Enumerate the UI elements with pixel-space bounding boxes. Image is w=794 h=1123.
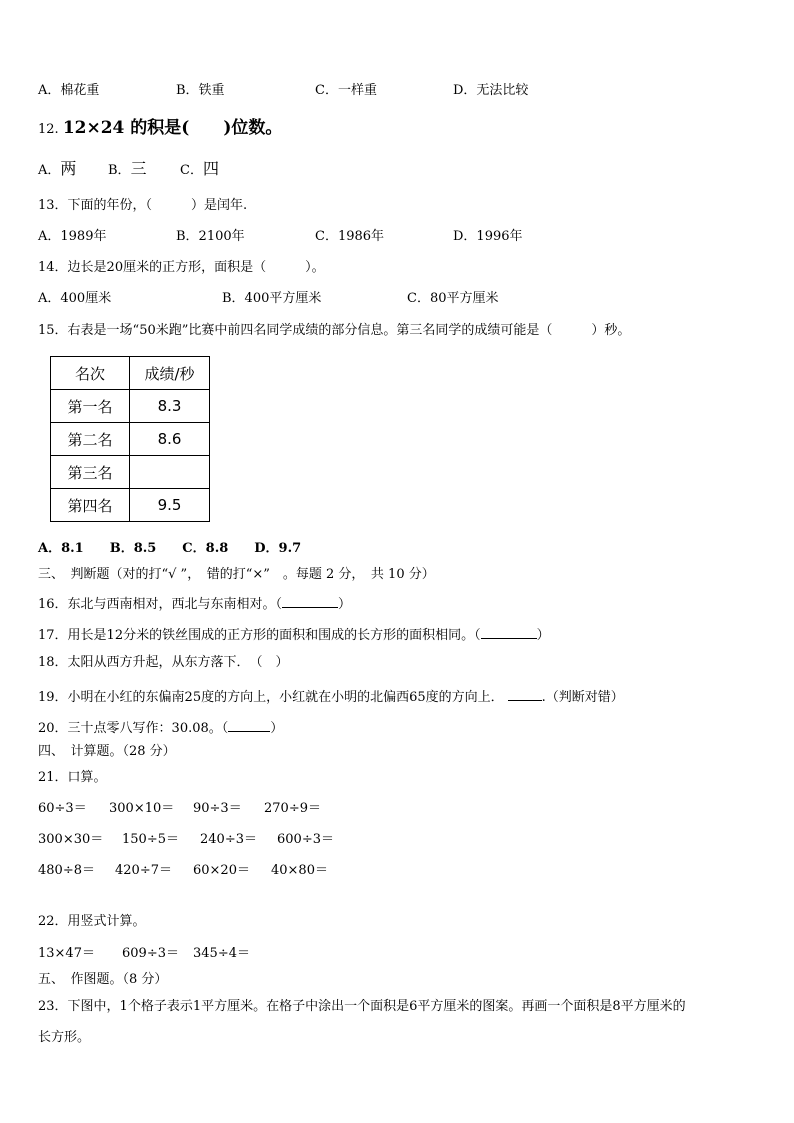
question-12-text: 12×24 的积是( )位数。 <box>62 118 283 138</box>
q22-item: 13×47＝ <box>38 946 95 961</box>
q21-item: 270÷9＝ <box>264 801 321 816</box>
q21-item: 480÷8＝ <box>38 863 95 878</box>
question-23-line-1: 23．下图中，1个格子表示1平方厘米。在格子中涂出一个面积是6平方厘米的图案。再画一个面积是8平方厘米的 <box>38 999 686 1014</box>
answer-blank[interactable] <box>508 688 542 701</box>
q13-option-d: D．1996年 <box>453 229 523 244</box>
section-5-heading: 五、 作图题。（8 分） <box>38 972 168 987</box>
question-20 <box>38 719 283 735</box>
answer-blank[interactable] <box>481 626 537 639</box>
q12-option-c <box>180 161 219 177</box>
question-16 <box>38 595 351 611</box>
q21-item: 60×20＝ <box>193 863 250 878</box>
table-row <box>51 390 210 423</box>
table-cell: 第四名 <box>51 489 130 522</box>
q13-option-c: C．1986年 <box>315 229 385 244</box>
question-16-text: 16．东北与西南相对，西北与东南相对。（ <box>38 597 283 612</box>
q12-option-c-letter: C． <box>180 163 203 178</box>
q11-option-d: D．无法比较 <box>453 83 529 98</box>
q21-item: 240÷3＝ <box>200 832 257 847</box>
section-3-heading: 三、 判断题（对的打“√ ”， 错的打“×” 。每题 2 分， 共 10 分） <box>38 567 435 582</box>
table-cell: 第三名 <box>51 456 130 489</box>
q12-option-a-letter: A． <box>38 163 61 178</box>
question-13: 13．下面的年份，（ ）是闰年. <box>38 198 248 213</box>
question-20-close: ） <box>270 721 284 736</box>
table-row <box>51 489 210 522</box>
table-row <box>51 423 210 456</box>
question-21: 21．口算。 <box>38 770 107 785</box>
q11-option-a: A．棉花重 <box>38 83 100 98</box>
q12-option-c-text: 四 <box>202 159 219 178</box>
q13-option-b: B．2100年 <box>176 229 245 244</box>
table-cell: 第一名 <box>51 390 130 423</box>
answer-blank[interactable] <box>282 595 338 608</box>
q14-option-a: A．400厘米 <box>38 291 112 306</box>
q12-option-a-text: 两 <box>60 159 77 178</box>
table-cell: 第二名 <box>51 423 130 456</box>
table-cell <box>130 456 210 489</box>
q14-option-c: C．80平方厘米 <box>407 291 499 306</box>
q21-item: 40×80＝ <box>271 863 328 878</box>
table-header-cell: 名次 <box>51 357 130 390</box>
table-row <box>51 456 210 489</box>
q21-item: 150÷5＝ <box>122 832 179 847</box>
question-17-close: ） <box>536 628 550 643</box>
q11-option-b: B．铁重 <box>176 83 225 98</box>
question-20-text: 20．三十点零八写作：30.08。（ <box>38 721 229 736</box>
question-15: 15．右表是一场“50米跑”比赛中前四名同学成绩的部分信息。第三名同学的成绩可能是（ ）秒。 <box>38 323 631 338</box>
question-19-text: 19．小明在小红的东偏南25度的方向上，小红就在小明的北偏西65度的方向上． <box>38 690 504 705</box>
q14-option-b: B．400平方厘米 <box>222 291 322 306</box>
q15-options: A．8.1 B．8.5 C．8.8 D．9.7 <box>38 541 302 556</box>
q22-item: 345÷4＝ <box>193 946 250 961</box>
answer-blank[interactable] <box>228 719 270 732</box>
q12-option-b-letter: B． <box>108 163 131 178</box>
question-16-close: ） <box>338 597 352 612</box>
table-cell: 9.5 <box>130 489 210 522</box>
q21-item: 90÷3＝ <box>193 801 242 816</box>
table-header-row <box>51 357 210 390</box>
q11-option-c: C．一样重 <box>315 83 377 98</box>
q22-item: 609÷3＝ <box>122 946 179 961</box>
q13-option-a: A．1989年 <box>38 229 107 244</box>
q21-item: 60÷3＝ <box>38 801 87 816</box>
question-18: 18．太阳从西方升起，从东方落下． （ ） <box>38 655 289 670</box>
table-header-cell: 成绩/秒 <box>130 357 210 390</box>
question-17 <box>38 626 550 642</box>
table-cell: 8.6 <box>130 423 210 456</box>
q21-item: 600÷3＝ <box>277 832 334 847</box>
q21-item: 300×10＝ <box>109 801 175 816</box>
q12-option-a <box>38 161 76 177</box>
question-19-tail: .（判断对错） <box>541 690 624 705</box>
q12-option-b <box>108 161 147 177</box>
table-cell: 8.3 <box>130 390 210 423</box>
question-23-line-2: 长方形。 <box>38 1030 91 1045</box>
question-17-text: 17．用长是12分米的铁丝围成的正方形的面积和围成的长方形的面积相同。（ <box>38 628 481 643</box>
question-14: 14．边长是20厘米的正方形，面积是（ ）。 <box>38 260 325 275</box>
q21-item: 420÷7＝ <box>115 863 172 878</box>
section-4-heading: 四、 计算题。（28 分） <box>38 744 176 759</box>
score-table <box>50 356 210 522</box>
q21-item: 300×30＝ <box>38 832 104 847</box>
question-19 <box>38 688 624 704</box>
question-22: 22．用竖式计算。 <box>38 914 146 929</box>
question-12-number: 12. <box>38 122 59 137</box>
q12-option-b-text: 三 <box>130 159 147 178</box>
question-12 <box>38 120 282 137</box>
